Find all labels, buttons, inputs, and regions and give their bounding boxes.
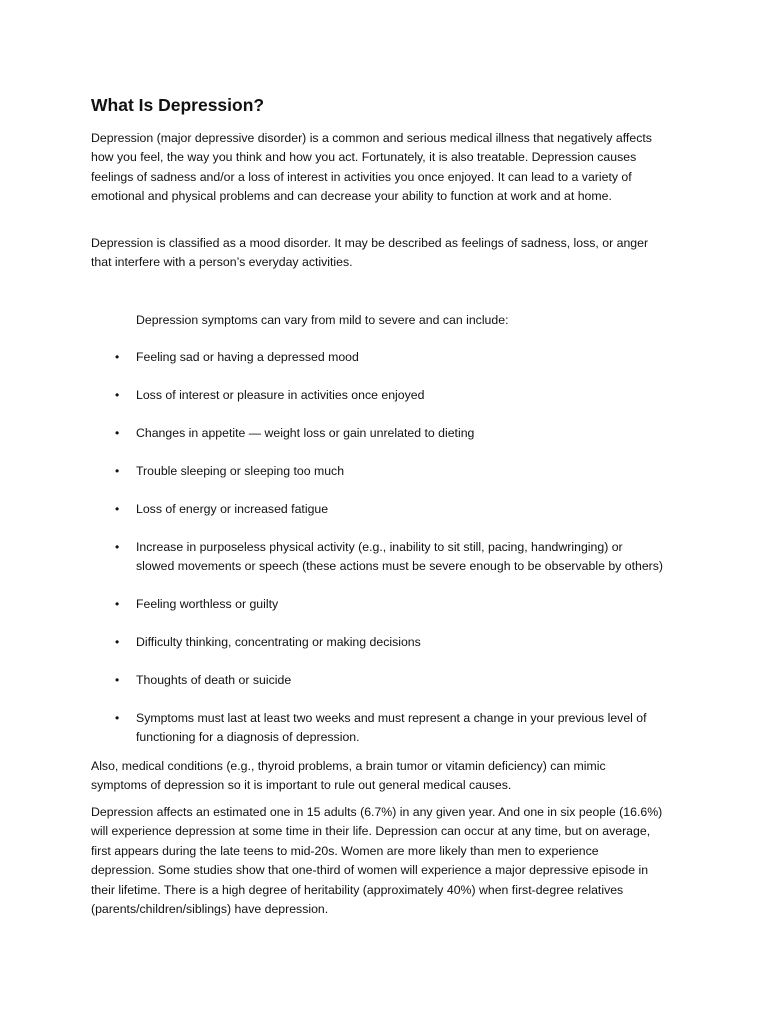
text-line: Depression is classified as a mood disorder. It may be described as feelings of sadness, loss, or anger: [91, 236, 649, 250]
bullet-icon: •: [115, 350, 120, 364]
paragraph-prevalence: [91, 803, 691, 919]
symptoms-intro: Depression symptoms can vary from mild to severe and can include:: [136, 313, 509, 327]
text-line: (parents/children/siblings) have depression.: [91, 902, 329, 917]
bullet-icon: •: [115, 635, 120, 649]
list-item-text: Difficulty thinking, concentrating or making decisions: [136, 635, 421, 649]
bullet-icon: •: [115, 540, 120, 554]
list-item-text: Changes in appetite — weight loss or gain unrelated to dieting: [136, 426, 475, 440]
list-item-text: Trouble sleeping or sleeping too much: [136, 464, 345, 478]
bullet-icon: •: [115, 597, 120, 611]
bullet-icon: •: [115, 502, 120, 516]
list-item-text: Loss of interest or pleasure in activities once enjoyed: [136, 388, 425, 402]
list-item-text: Thoughts of death or suicide: [136, 673, 292, 687]
text-line: symptoms of depression so it is important to rule out general medical causes.: [91, 778, 512, 793]
text-line: how you feel, the way you think and how you act. Fortunately, it is also treatable. Depression causes: [91, 150, 637, 165]
text-line: their lifetime. There is a high degree of heritability (approximately 40%) when first-degree relatives: [91, 882, 624, 897]
text-line: that interfere with a person’s everyday activities.: [91, 255, 353, 270]
page-title: What Is Depression?: [91, 95, 265, 115]
text-line: Also, medical conditions (e.g., thyroid problems, a brain tumor or vitamin deficiency) can mimic: [91, 759, 606, 773]
text-line: emotional and physical problems and can decrease your ability to function at work and at home.: [91, 189, 612, 204]
bullet-icon: •: [115, 464, 120, 478]
text-line: Depression affects an estimated one in 15 adults (6.7%) in any given year. And one in six people (16.6%): [91, 805, 663, 819]
bullet-icon: •: [115, 711, 120, 725]
list-item-text: Feeling worthless or guilty: [136, 597, 279, 611]
list-item-text: Feeling sad or having a depressed mood: [136, 350, 359, 364]
list-item-text: Loss of energy or increased fatigue: [136, 502, 329, 516]
paragraph-medical-conditions: [91, 757, 691, 796]
bullet-icon: •: [115, 673, 120, 687]
list-item-text: Symptoms must last at least two weeks and must represent a change in your previous level of: [136, 711, 647, 725]
list-item-text: slowed movements or speech (these actions must be severe enough to be observable by others): [136, 559, 664, 574]
bullet-icon: •: [115, 388, 120, 402]
list-item-text: functioning for a diagnosis of depression.: [136, 730, 360, 745]
text-line: Depression (major depressive disorder) is a common and serious medical illness that negatively affects: [91, 131, 652, 145]
bullet-icon: •: [115, 426, 120, 440]
text-line: depression. Some studies show that one-third of women will experience a major depressive episode in: [91, 863, 649, 878]
text-line: feelings of sadness and/or a loss of interest in activities you once enjoyed. It can lead to a variety of: [91, 169, 632, 184]
text-line: first appears during the late teens to mid-20s. Women are more likely than men to experience: [91, 843, 599, 858]
text-line: will experience depression at some time in their life. Depression can occur at any time, but on average,: [91, 824, 651, 839]
paragraph-definition: [91, 129, 691, 207]
list-item-text: Increase in purposeless physical activity (e.g., inability to sit still, pacing, handwringing) or: [136, 540, 623, 554]
paragraph-classification: [91, 234, 691, 273]
